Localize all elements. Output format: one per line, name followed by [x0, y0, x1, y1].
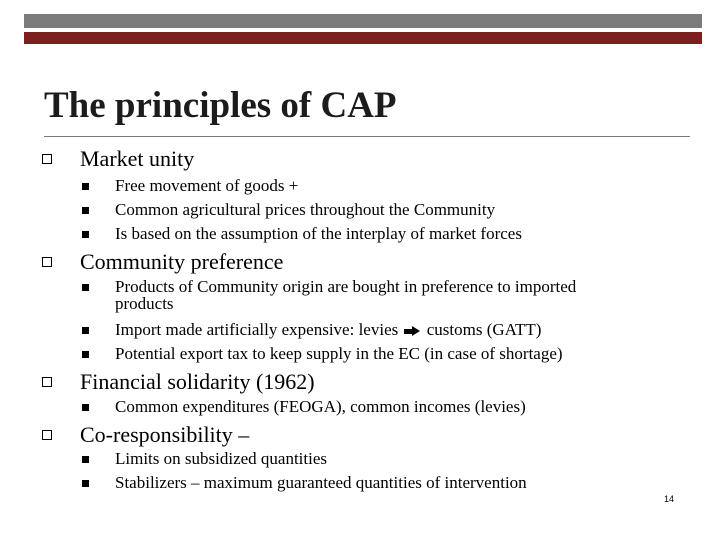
list-item: Limits on subsidized quantities [82, 450, 327, 467]
square-bullet-icon [82, 183, 89, 190]
title-divider [44, 136, 690, 137]
list-item: Products of Community origin are bought in preference to imported products [82, 278, 576, 312]
list-item: Common agricultural prices throughout the Community [82, 201, 495, 218]
square-bullet-icon [82, 351, 89, 358]
square-bullet-icon [82, 456, 89, 463]
right-arrow-icon [404, 326, 420, 337]
section-heading: Market unity [80, 146, 195, 171]
square-bullet-icon [82, 327, 89, 334]
list-item: Stabilizers – maximum guaranteed quantities of intervention [82, 474, 527, 491]
section-co-responsibility [42, 422, 249, 448]
hollow-square-bullet-icon [42, 430, 52, 440]
list-item: Import made artificially expensive: levies customs (GATT) [82, 321, 541, 338]
square-bullet-icon [82, 404, 89, 411]
header-square-gray [688, 14, 702, 28]
square-bullet-icon [82, 284, 89, 291]
header-bar-red [24, 32, 688, 44]
section-heading: Financial solidarity [80, 369, 251, 394]
list-item: Potential export tax to keep supply in the EC (in case of shortage) [82, 345, 563, 362]
list-item: Free movement of goods + [82, 177, 298, 194]
hollow-square-bullet-icon [42, 257, 52, 267]
header-bar-gray [24, 14, 688, 28]
square-bullet-icon [82, 480, 89, 487]
section-market-unity [42, 146, 194, 172]
header-square-red [688, 32, 702, 44]
section-community-preference [42, 249, 283, 275]
section-heading: Community preference [80, 249, 284, 274]
hollow-square-bullet-icon [42, 377, 52, 387]
page-number: 14 [664, 494, 675, 504]
section-financial-solidarity: Financial solidarity (1962) [42, 369, 315, 395]
hollow-square-bullet-icon [42, 154, 52, 164]
list-item: Common expenditures (FEOGA), common incomes (levies) [82, 398, 526, 415]
slide-title: The principles of CAP [44, 85, 397, 126]
section-heading: Co-responsibility – [80, 422, 250, 447]
square-bullet-icon [82, 231, 89, 238]
list-item: Is based on the assumption of the interplay of market forces [82, 225, 522, 242]
square-bullet-icon [82, 207, 89, 214]
